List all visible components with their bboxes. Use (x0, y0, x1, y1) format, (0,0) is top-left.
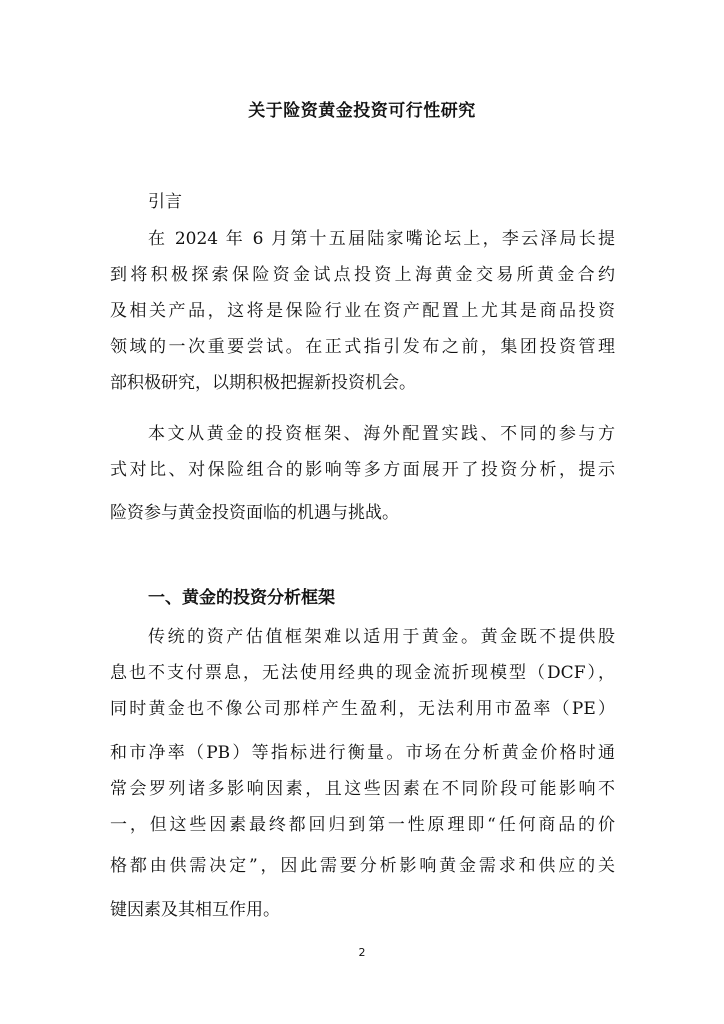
section-heading-introduction: 引言 (148, 192, 182, 212)
paragraph-line: 键因素及其相互作用。 (110, 900, 280, 920)
section-heading-framework: 一、黄金的投资分析框架 (148, 588, 335, 608)
paragraph-line: 传统的资产估值框架难以适用于黄金。黄金既不提供股 (148, 627, 615, 647)
paragraph-line: 格都由供需决定”，因此需要分析影响黄金需求和供应的关 (110, 856, 615, 876)
paragraph-line: 式对比、对保险组合的影响等多方面展开了投资分析，提示 (110, 460, 615, 480)
paragraph-line: 到将积极探索保险资金试点投资上海黄金交易所黄金合约 (110, 265, 615, 285)
page-number: 2 (358, 946, 366, 959)
paragraph-line: 同时黄金也不像公司那样产生盈利，无法利用市盈率（PE） (110, 699, 615, 719)
paragraph-line: 本文从黄金的投资框架、海外配置实践、不同的参与方 (148, 424, 615, 444)
paragraph-line: 常会罗列诸多影响因素，且这些因素在不同阶段可能影响不 (110, 779, 615, 799)
paragraph-line: 息也不支付票息，无法使用经典的现金流折现模型（DCF）， (110, 663, 615, 683)
paragraph-line: 及相关产品，这将是保险行业在资产配置上尤其是商品投资 (110, 301, 615, 321)
document-title: 关于险资黄金投资可行性研究 (248, 101, 476, 121)
paragraph-line: 一，但这些因素最终都回归到第一性原理即“任何商品的价 (110, 815, 615, 835)
paragraph-line: 和市净率（PB）等指标进行衡量。市场在分析黄金价格时通 (110, 743, 615, 763)
paragraph-line: 部积极研究，以期积极把握新投资机会。 (110, 373, 416, 393)
paragraph-line: 在 2024 年 6 月第十五届陆家嘴论坛上，李云泽局长提 (148, 229, 615, 249)
paragraph-line: 险资参与黄金投资面临的机遇与挑战。 (110, 503, 399, 523)
paragraph-line: 领域的一次重要尝试。在正式指引发布之前，集团投资管理 (110, 337, 615, 357)
